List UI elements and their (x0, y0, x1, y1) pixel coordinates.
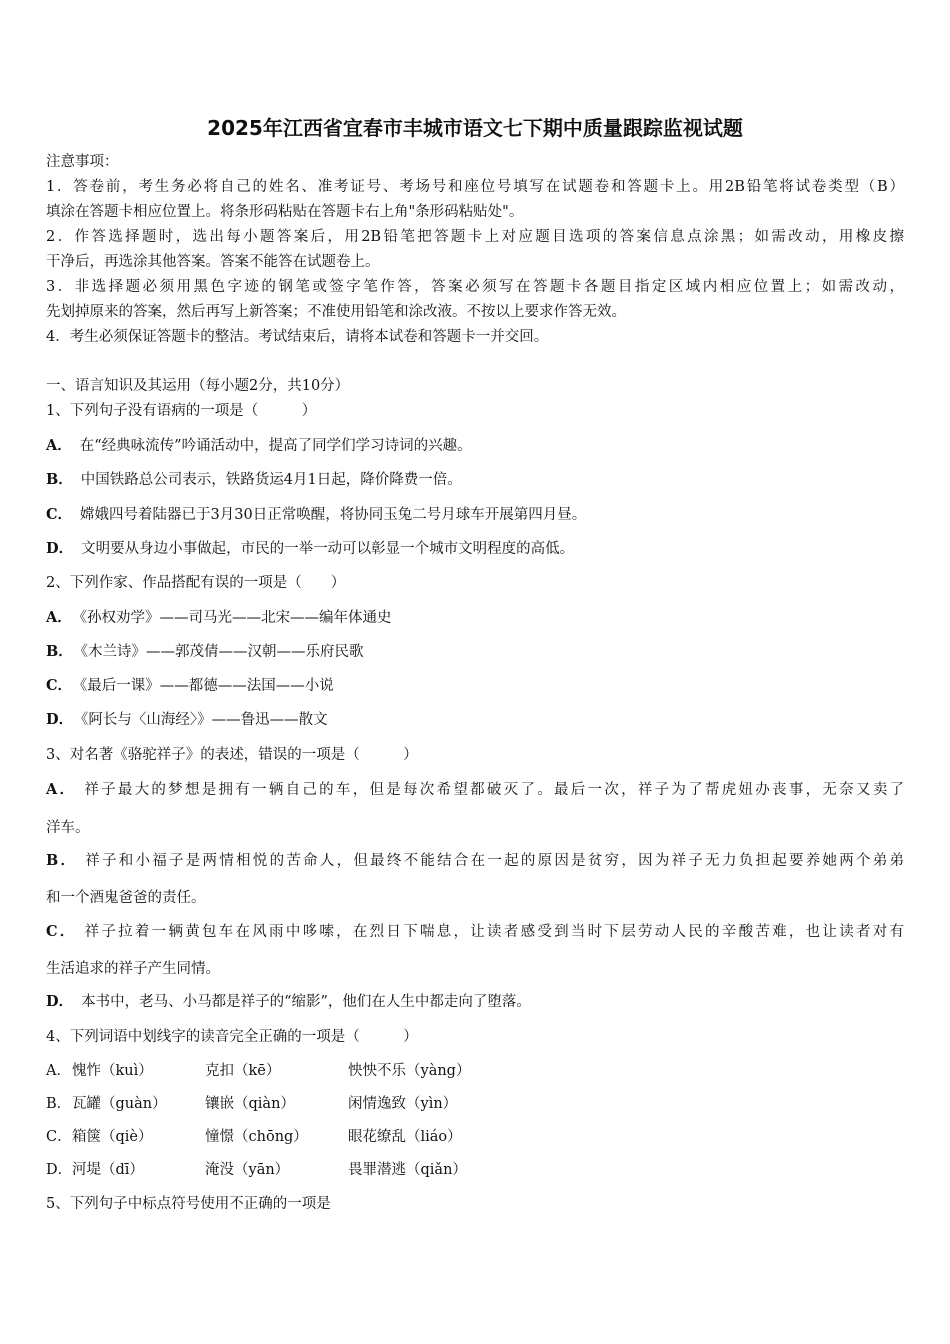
word-3: 闲情逸致（yìn） (348, 1096, 458, 1112)
option-text: 中国铁路总公司表示，铁路货运4月1日起，降价降费一倍。 (80, 472, 462, 488)
option-b (46, 642, 364, 662)
option-text: 《孙权劝学》——司马光——北宋——编年体通史 (79, 610, 392, 626)
option-label: B． (46, 852, 78, 869)
question-stem: 4、下列词语中划线字的读音完全正确的一项是（ ） (46, 1029, 418, 1045)
word-2: 镶嵌（qiàn） (205, 1096, 295, 1112)
option-label: A． (46, 437, 72, 454)
option-label: C． (46, 677, 73, 694)
word-1: 愧怍（kuì） (72, 1063, 153, 1079)
option-text: 在“经典咏流传”吟诵活动中，提高了同学们学习诗词的兴趣。 (79, 438, 472, 454)
option-c (46, 922, 904, 942)
option-label: B． (46, 471, 73, 488)
word-3: 怏怏不乐（yàng） (348, 1063, 471, 1079)
word-1: 瓦罐（guàn） (72, 1096, 167, 1112)
notice-line: 2．作答选择题时，选出每小题答案后，用2B铅笔把答题卡上对应题目选项的答案信息点涂黑；如需改动，用橡皮擦 (46, 229, 904, 245)
option-a (46, 608, 392, 628)
notice-line: 4．考生必须保证答题卡的整洁。考试结束后，请将本试卷和答题卡一并交回。 (46, 329, 549, 345)
option-text: 《木兰诗》——郭茂倩——汉朝——乐府民歌 (80, 644, 364, 660)
row-label: A． (46, 1063, 71, 1079)
notice-line: 3．非选择题必须用黑色字迹的钢笔或签字笔作答，答案必须写在答题卡各题目指定区域内相应位置上；如需改动， (46, 279, 904, 295)
notice-heading: 注意事项： (46, 154, 119, 170)
word-1: 箱箧（qiè） (72, 1129, 153, 1145)
option-text: 祥子和小福子是两情相悦的苦命人，但最终不能结合在一起的原因是贫穷，因为祥子无力负担起要养她两个弟弟 (85, 853, 904, 869)
option-text: 文明要从身边小事做起，市民的一举一动可以彰显一个城市文明程度的高低。 (81, 541, 575, 557)
option-a (46, 436, 472, 456)
question-stem: 1、下列句子没有语病的一项是（ ） (46, 403, 317, 419)
option-label: D． (46, 711, 74, 728)
row-label: D． (46, 1162, 73, 1178)
word-2: 克扣（kē） (205, 1063, 281, 1079)
option-text-continued: 生活追求的祥子产生同情。 (46, 961, 220, 977)
option-text: 祥子最大的梦想是拥有一辆自己的车，但是每次希望都破灭了。最后一次，祥子为了帮虎妞办丧事，无奈又卖了 (84, 782, 904, 798)
option-label: D． (46, 993, 74, 1010)
option-label: D． (46, 540, 74, 557)
option-b (46, 851, 904, 871)
row-label: C． (46, 1129, 72, 1145)
notice-line: 干净后，再选涂其他答案。答案不能答在试题卷上。 (46, 254, 380, 270)
question-stem: 3、对名著《骆驼祥子》的表述，错误的一项是（ ） (46, 747, 418, 763)
word-1: 河堤（dī） (72, 1162, 144, 1178)
option-d (46, 992, 531, 1012)
option-c (46, 505, 586, 525)
option-label: A． (46, 781, 77, 798)
option-text: 《阿长与〈山海经〉》——鲁迅——散文 (81, 712, 328, 728)
option-text: 本书中，老马、小马都是祥子的“缩影”，他们在人生中都走向了堕落。 (81, 994, 531, 1010)
row-label: B． (46, 1096, 72, 1112)
option-text-continued: 洋车。 (46, 820, 90, 836)
option-label: B． (46, 643, 73, 660)
option-a (46, 780, 904, 800)
word-2: 淹没（yān） (205, 1162, 290, 1178)
option-text: 祥子拉着一辆黄包车在风雨中哆嗦，在烈日下喘息，让读者感受到当时下层劳动人民的辛酸苦难，也让读者对有 (84, 924, 905, 940)
option-text: 《最后一课》——都德——法国——小说 (80, 678, 334, 694)
option-label: C． (46, 923, 77, 940)
option-label: C． (46, 506, 73, 523)
word-3: 眼花缭乱（liáo） (348, 1129, 462, 1145)
question-stem: 2、下列作家、作品搭配有误的一项是（ ） (46, 575, 346, 591)
notice-line: 1．答卷前，考生务必将自己的姓名、准考证号、考场号和座位号填写在试题卷和答题卡上。用2B铅笔将试卷类型（B） (46, 179, 904, 195)
option-d (46, 710, 328, 730)
page-title: 2025年江西省宜春市丰城市语文七下期中质量跟踪监视试题 (207, 116, 743, 140)
option-c (46, 676, 334, 696)
option-b (46, 470, 462, 490)
option-d (46, 539, 574, 559)
question-stem: 5、下列句子中标点符号使用不正确的一项是 (46, 1196, 331, 1212)
option-text-continued: 和一个酒鬼爸爸的责任。 (46, 890, 206, 906)
notice-line: 填涂在答题卡相应位置上。将条形码粘贴在答题卡右上角"条形码粘贴处"。 (46, 204, 524, 220)
word-3: 畏罪潜逃（qiǎn） (348, 1162, 467, 1178)
notice-line: 先划掉原来的答案，然后再写上新答案；不准使用铅笔和涂改液。不按以上要求作答无效。 (46, 304, 626, 320)
section-heading: 一、语言知识及其运用（每小题2分，共10分） (46, 378, 350, 394)
option-label: A． (46, 609, 72, 626)
option-text: 嫦娥四号着陆器已于3月30日正常唤醒，将协同玉兔二号月球车开展第四月昼。 (80, 507, 587, 523)
word-2: 憧憬（chōng） (205, 1129, 308, 1145)
